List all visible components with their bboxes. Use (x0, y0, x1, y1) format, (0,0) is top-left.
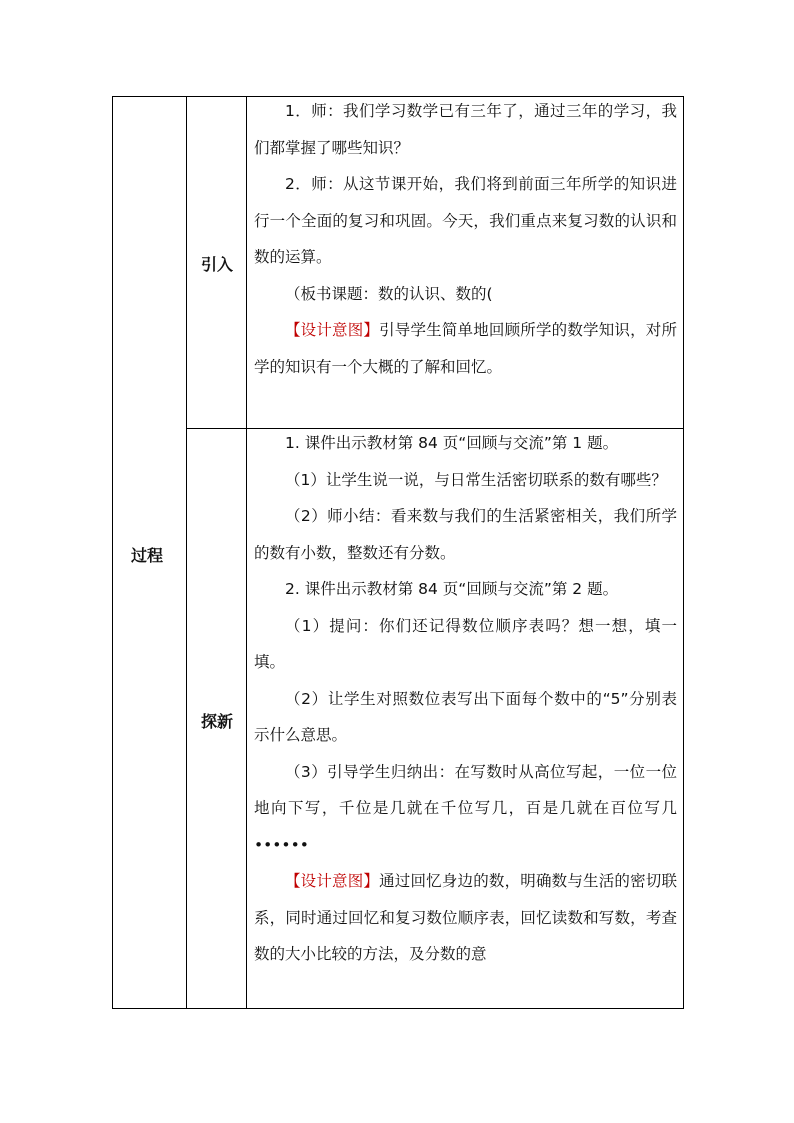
design-intent-paragraph: 【设计意图】引导学生简单地回顾所学的数学知识，对所学的知识有一个大概的了解和回忆。 (254, 321, 677, 376)
paragraph: 2．师：从这节课开始，我们将到前面三年所学的知识进行一个全面的复习和巩固。今天，我们重点来复习数的认识和数的运算。 (254, 175, 677, 266)
intro-content (247, 93, 683, 385)
paragraph: 1. 课件出示教材第 84 页“回顾与交流”第 1 题。 (285, 434, 619, 452)
design-intent-tag: 【设计意图】 (285, 872, 380, 890)
column-divider-1 (186, 97, 187, 1008)
paragraph: （2）让学生对照数位表写出下面每个数中的“5”分别表示什么意思。 (254, 689, 677, 744)
paragraph: （2）师小结：看来数与我们的生活紧密相关，我们所学的数有小数，整数还有分数。 (254, 507, 677, 562)
paragraph: （3）引导学生归纳出：在写数时从高位写起，一位一位地向下写，千位是几就在千位写几，百是几就在百位写几•••••• (254, 762, 677, 854)
row-label-intro: 引入 (201, 255, 234, 274)
row-label-explore: 探新 (201, 712, 234, 731)
explore-content (247, 425, 683, 973)
paragraph: 1．师：我们学习数学已有三年了，通过三年的学习，我们都掌握了哪些知识？ (254, 102, 677, 157)
paragraph: （1）提问：你们还记得数位顺序表吗？想一想，填一填。 (254, 616, 677, 671)
paragraph: 2. 课件出示教材第 84 页“回顾与交流”第 2 题。 (285, 580, 619, 598)
paragraph: （板书课题：数的认识、数的( (285, 284, 493, 303)
design-intent-paragraph: 【设计意图】通过回忆身边的数，明确数与生活的密切联系，同时通过回忆和复习数位顺序表，回忆读数和写数，考查数的大小比较的方法，及分数的意 (254, 872, 677, 963)
lesson-table (112, 96, 684, 1009)
design-intent-tag: 【设计意图】 (285, 321, 380, 339)
paragraph: （1）让学生说一说，与日常生活密切联系的数有哪些？ (285, 470, 667, 489)
section-label: 过程 (131, 546, 164, 565)
